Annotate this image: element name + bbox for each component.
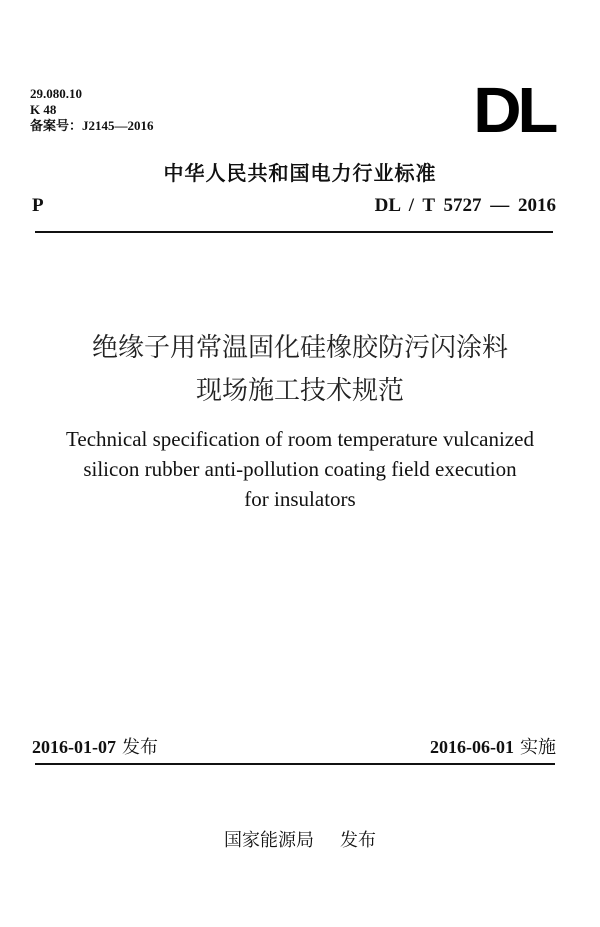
english-title-line-1: Technical specification of room temperature vulcanized bbox=[66, 427, 534, 451]
classification-codes bbox=[30, 86, 154, 134]
chinese-title-line-2: 现场施工技术规范 bbox=[195, 376, 404, 406]
implement-date-block bbox=[430, 733, 556, 759]
implement-date: 2016-06-01 bbox=[430, 737, 514, 757]
english-title-line-3: for insulators bbox=[244, 487, 356, 511]
publisher-line bbox=[0, 826, 600, 852]
standard-number: DL / T 5727 — 2016 bbox=[374, 195, 556, 216]
english-title-line-2: silicon rubber anti-pollution coating field execution bbox=[83, 457, 517, 481]
issue-label: 发布 bbox=[122, 737, 158, 758]
category-code: P bbox=[32, 195, 44, 216]
bottom-divider bbox=[35, 763, 555, 765]
english-title bbox=[0, 424, 600, 514]
issue-date-block bbox=[32, 733, 158, 759]
industry-standard-heading: 中华人民共和国电力行业标准 bbox=[163, 161, 437, 185]
dl-logo: DL bbox=[472, 74, 554, 146]
top-divider bbox=[35, 231, 553, 233]
publisher-action: 发布 bbox=[340, 830, 376, 851]
chinese-title-line-1: 绝缘子用常温固化硅橡胶防污闪涂料 bbox=[91, 333, 508, 363]
ics-code: 29.080.10 bbox=[30, 86, 82, 101]
publisher-name: 国家能源局 bbox=[224, 830, 314, 851]
filing-number: 备案号：J2145—2016 bbox=[30, 118, 154, 133]
implement-label: 实施 bbox=[520, 737, 556, 758]
issue-date: 2016-01-07 bbox=[32, 737, 116, 757]
ccs-code: K 48 bbox=[30, 102, 57, 117]
